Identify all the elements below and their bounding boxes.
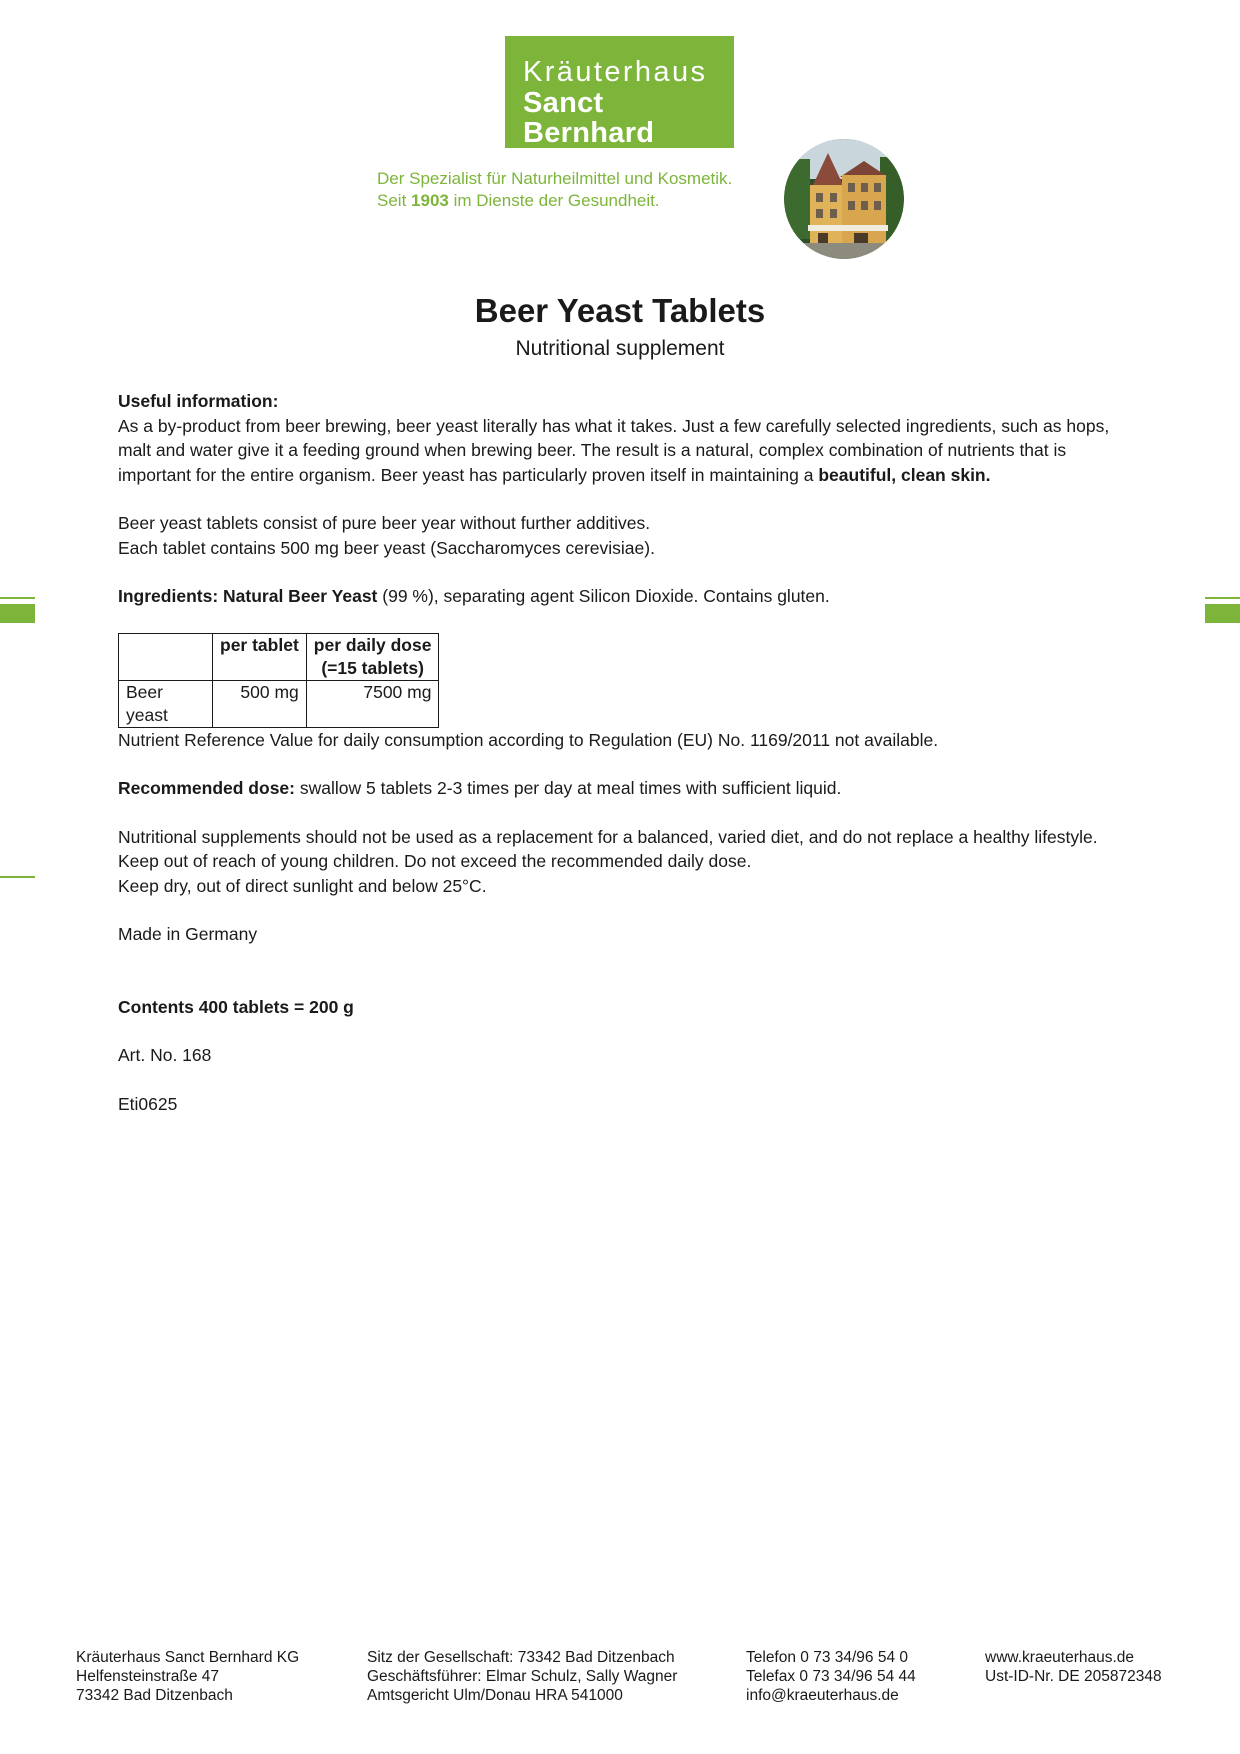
ingredients-label: Ingredients: (118, 586, 219, 606)
tagline-since: Seit (377, 191, 407, 210)
useful-info-text: As a by-product from beer brewing, beer yeast literally has what it takes. Just a few carefully selected ingredients, such as hops, malt and water give it a feeding ground when brewing beer. The result is a natural, complex combination of nutrients that is important for the entire organism. Beer yeast has particularly proven itself in maintaining a (118, 415, 1110, 485)
tagline-suffix: im Dienste der Gesundheit. (453, 191, 660, 210)
label-code: Eti0625 (118, 1093, 178, 1114)
ingredients-rest: (99 %), separating agent Silicon Dioxide. Contains gluten. (382, 586, 830, 606)
building-illustration (784, 139, 904, 259)
composition-line-2: Each tablet contains 500 mg beer yeast (Saccharomyces cerevisiae). (118, 537, 655, 558)
table-header-row (119, 633, 439, 680)
tagline-line-2 (377, 190, 732, 212)
origin: Made in Germany (118, 924, 258, 944)
footer-email[interactable]: info@kraeuterhaus.de (746, 1687, 899, 1704)
warnings-section (118, 825, 1118, 899)
useful-info-section (118, 389, 1118, 487)
footer-phone: Telefon 0 73 34/96 54 0 (746, 1649, 909, 1666)
company-logo (505, 36, 734, 148)
footer-company-name: Kräuterhaus Sanct Bernhard KG (76, 1649, 300, 1666)
footer-street: Helfensteinstraße 47 (76, 1668, 220, 1685)
table-cell-name: Beer yeast (119, 680, 213, 727)
logo-line-1: Kräuterhaus (523, 56, 708, 88)
logo-line-2: Sanct Bernhard (523, 87, 655, 149)
storage-text: Keep dry, out of direct sunlight and below 25°C. (118, 875, 487, 896)
useful-info-emphasis: beautiful, clean skin. (818, 464, 991, 485)
useful-info-heading: Useful information: (118, 391, 279, 411)
left-fold-mark-block (0, 604, 35, 623)
article-number: Art. No. 168 (118, 1045, 212, 1065)
composition-section (118, 511, 1118, 560)
page-title: Beer Yeast Tablets (474, 292, 766, 329)
footer-legal (367, 1648, 677, 1705)
footer-web (985, 1648, 1162, 1686)
right-fold-mark-block (1205, 604, 1240, 623)
footer-register: Amtsgericht Ulm/Donau HRA 541000 (367, 1687, 623, 1704)
footer-fax: Telefax 0 73 34/96 54 44 (746, 1668, 916, 1685)
footer-vat-id: Ust-ID-Nr. DE 205872348 (985, 1668, 1162, 1685)
table-header-empty (119, 633, 213, 680)
dose-label: Recommended dose: (118, 778, 295, 798)
table-row (119, 680, 439, 727)
contents: Contents 400 tablets = 200 g (118, 996, 354, 1017)
footer-seat: Sitz der Gesellschaft: 73342 Bad Ditzenbach (367, 1649, 675, 1666)
left-fold-mark-top (0, 597, 35, 599)
building-photo-badge (784, 139, 904, 259)
label-content (118, 389, 1118, 1140)
table-cell-per-tablet: 500 mg (213, 680, 307, 727)
footer-website[interactable]: www.kraeuterhaus.de (985, 1649, 1135, 1666)
table-header-per-tablet: per tablet (213, 633, 307, 680)
composition-line-1: Beer yeast tablets consist of pure beer year without further additives. (118, 513, 651, 533)
table-header-per-daily-dose-line-2: (=15 tablets) (321, 657, 424, 678)
page-subtitle: Nutritional supplement (515, 337, 725, 360)
tagline-line-1: Der Spezialist für Naturheilmittel und Kosmetik. (377, 169, 733, 188)
table-header-per-daily-dose-line-1: per daily dose (313, 634, 432, 655)
dose-section (118, 776, 1118, 801)
footer-contact (746, 1648, 916, 1705)
footer-city: 73342 Bad Ditzenbach (76, 1687, 233, 1704)
dose-text: swallow 5 tablets 2-3 times per day at meal times with sufficient liquid. (299, 778, 842, 798)
table-header-per-daily-dose (306, 633, 439, 680)
right-fold-mark-top (1205, 597, 1240, 599)
tagline-year: 1903 (411, 191, 449, 210)
nrv-note: Nutrient Reference Value for daily consumption according to Regulation (EU) No. 1169/2011 not available. (118, 729, 939, 750)
footer-company (76, 1648, 299, 1705)
nutrition-table (118, 633, 439, 728)
tagline (377, 168, 732, 212)
warnings-text: Nutritional supplements should not be used as a replacement for a balanced, varied diet, and do not replace a healthy lifestyle. Keep out of reach of young children. Do not exceed the recommended daily dose. (118, 826, 1098, 871)
table-cell-per-daily: 7500 mg (306, 680, 439, 727)
ingredients-main: Natural Beer Yeast (223, 586, 378, 606)
left-fold-mark-bottom (0, 876, 35, 878)
ingredients-section (118, 584, 1118, 609)
footer-managers: Geschäftsführer: Elmar Schulz, Sally Wagner (367, 1668, 678, 1685)
